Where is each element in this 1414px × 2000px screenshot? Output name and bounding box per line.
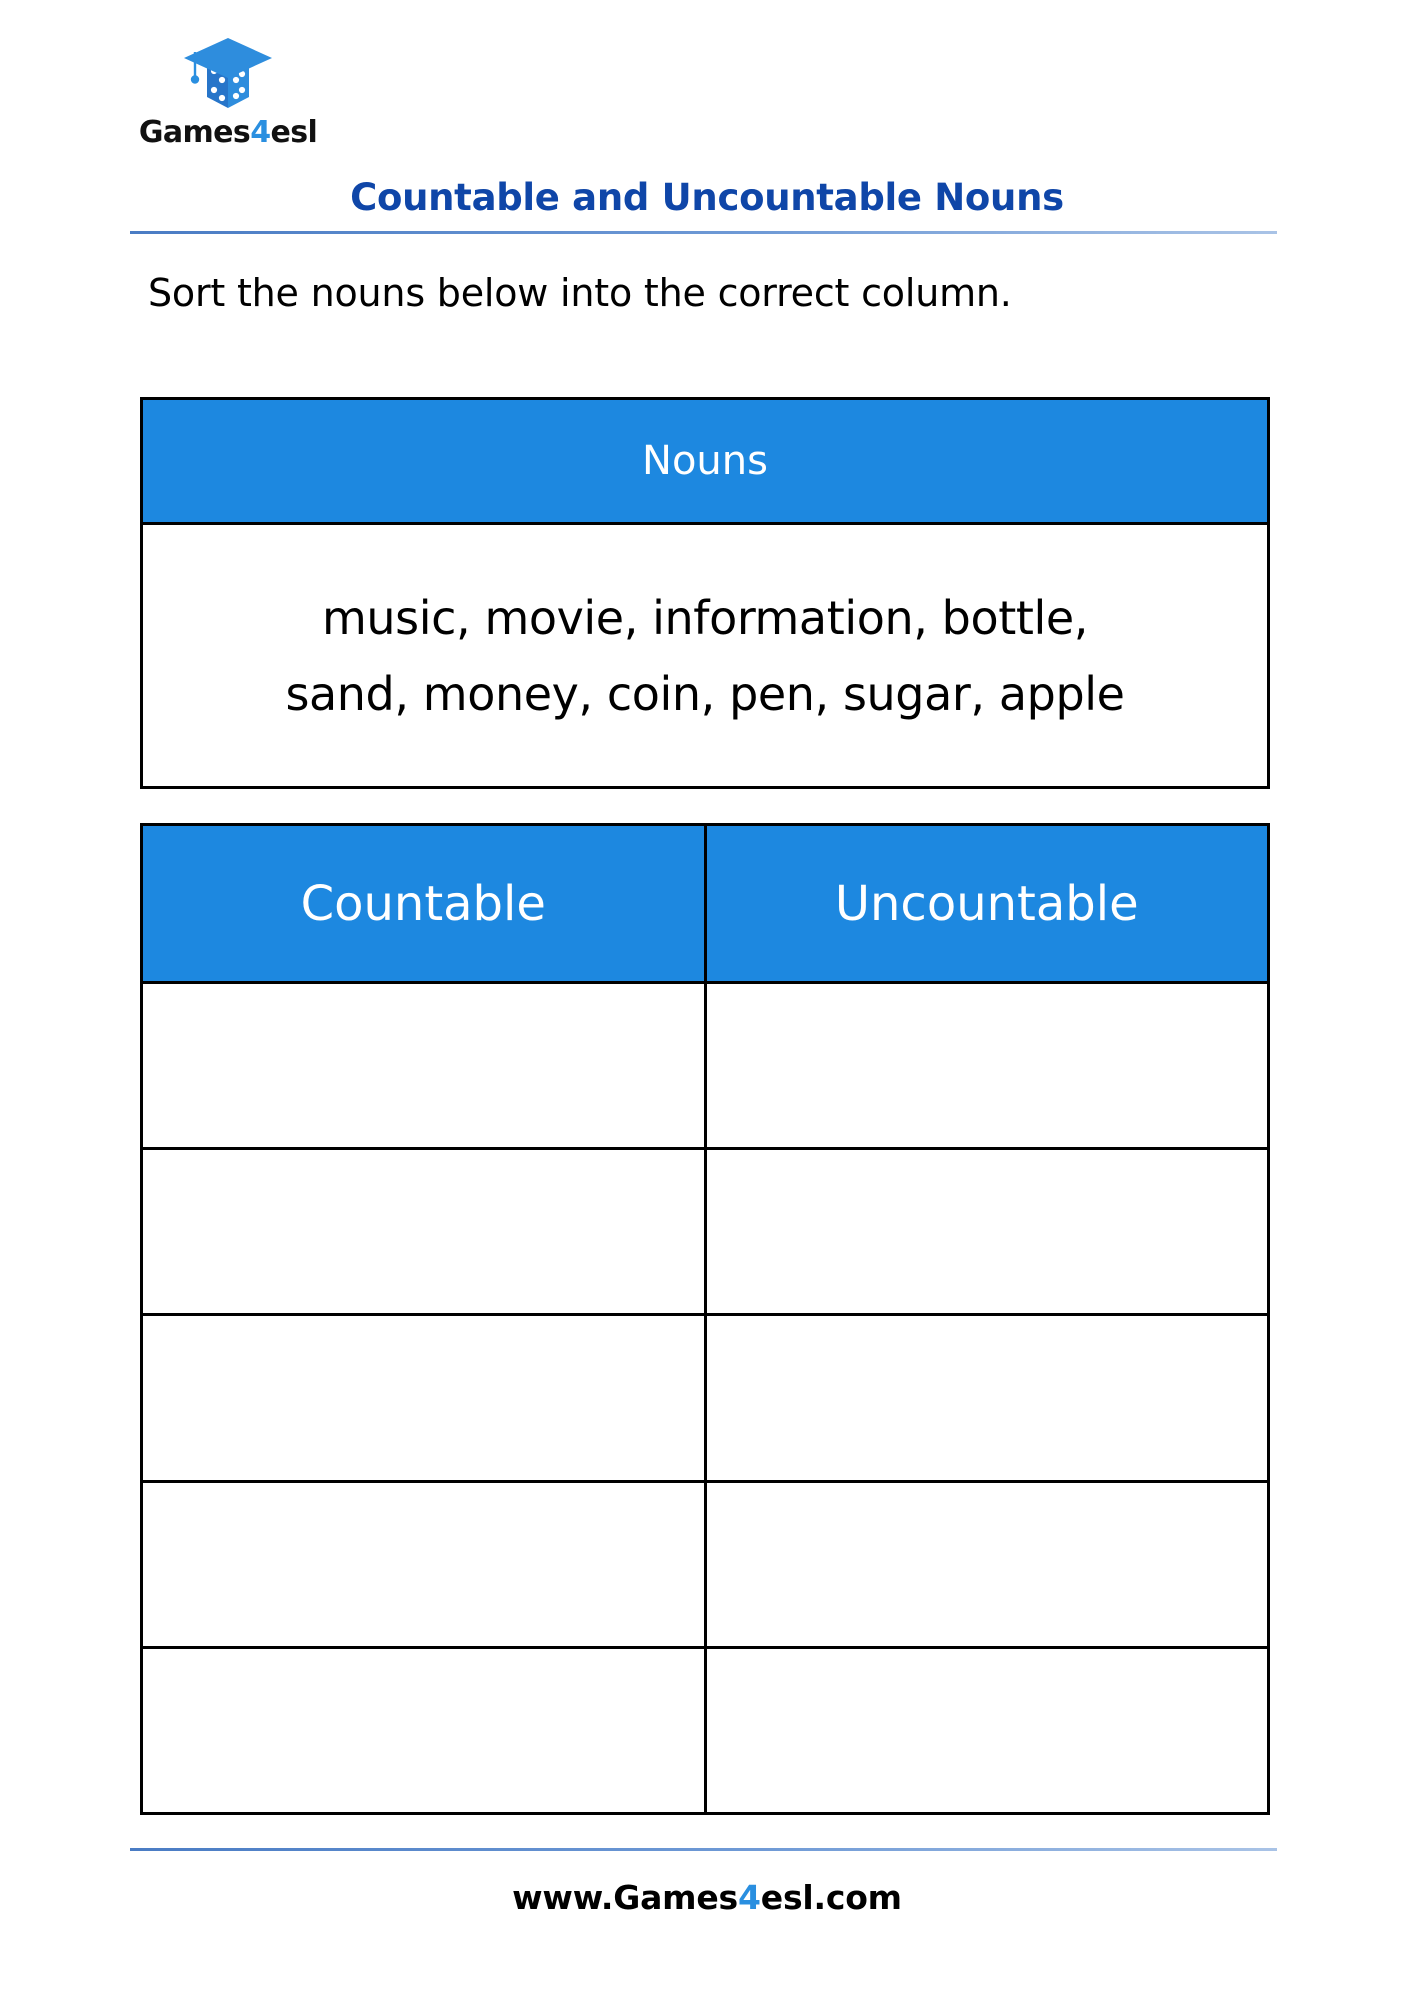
answer-cell-countable[interactable] <box>143 1316 704 1479</box>
logo-word-before: Games <box>138 115 251 150</box>
sorting-table <box>140 823 1270 1815</box>
footer-url-after: esl.com <box>760 1878 902 1917</box>
nouns-table-body <box>143 525 1267 786</box>
footer-website-url <box>0 1878 1414 1917</box>
nouns-table-header: Nouns <box>143 400 1267 525</box>
graduation-cap-dice-logo-icon <box>178 30 278 116</box>
answer-cell-uncountable[interactable] <box>704 984 1268 1147</box>
page-header <box>0 0 1414 235</box>
footer-url-accent: 4 <box>738 1878 761 1917</box>
answer-cell-countable[interactable] <box>143 1150 704 1313</box>
table-row <box>143 1147 1267 1313</box>
answer-cell-uncountable[interactable] <box>704 1483 1268 1646</box>
column-header-countable: Countable <box>143 826 704 981</box>
answer-cell-uncountable[interactable] <box>704 1150 1268 1313</box>
logo-word-after: esl <box>270 115 318 150</box>
answer-cell-uncountable[interactable] <box>704 1316 1268 1479</box>
nouns-table <box>140 397 1270 789</box>
answer-cell-uncountable[interactable] <box>704 1649 1268 1812</box>
footer-divider <box>130 1848 1277 1851</box>
nouns-line: music, movie, information, bottle, <box>322 590 1088 645</box>
nouns-line: sand, money, coin, pen, sugar, apple <box>285 666 1125 721</box>
answer-cell-countable[interactable] <box>143 1649 704 1812</box>
site-logo <box>128 30 328 148</box>
answer-cell-countable[interactable] <box>143 984 704 1147</box>
header-divider <box>130 231 1277 234</box>
logo-wordmark <box>128 115 328 150</box>
answer-cell-countable[interactable] <box>143 1483 704 1646</box>
table-row <box>143 984 1267 1147</box>
table-row <box>143 1646 1267 1812</box>
column-header-uncountable: Uncountable <box>704 826 1268 981</box>
instruction-text: Sort the nouns below into the correct column. <box>148 271 1012 315</box>
table-row <box>143 1480 1267 1646</box>
sorting-table-body <box>143 984 1267 1812</box>
page-title: Countable and Uncountable Nouns <box>350 176 1064 219</box>
logo-word-accent: 4 <box>250 115 271 150</box>
sorting-table-header-row <box>143 826 1267 984</box>
footer-url-before: www.Games <box>512 1878 738 1917</box>
table-row <box>143 1313 1267 1479</box>
